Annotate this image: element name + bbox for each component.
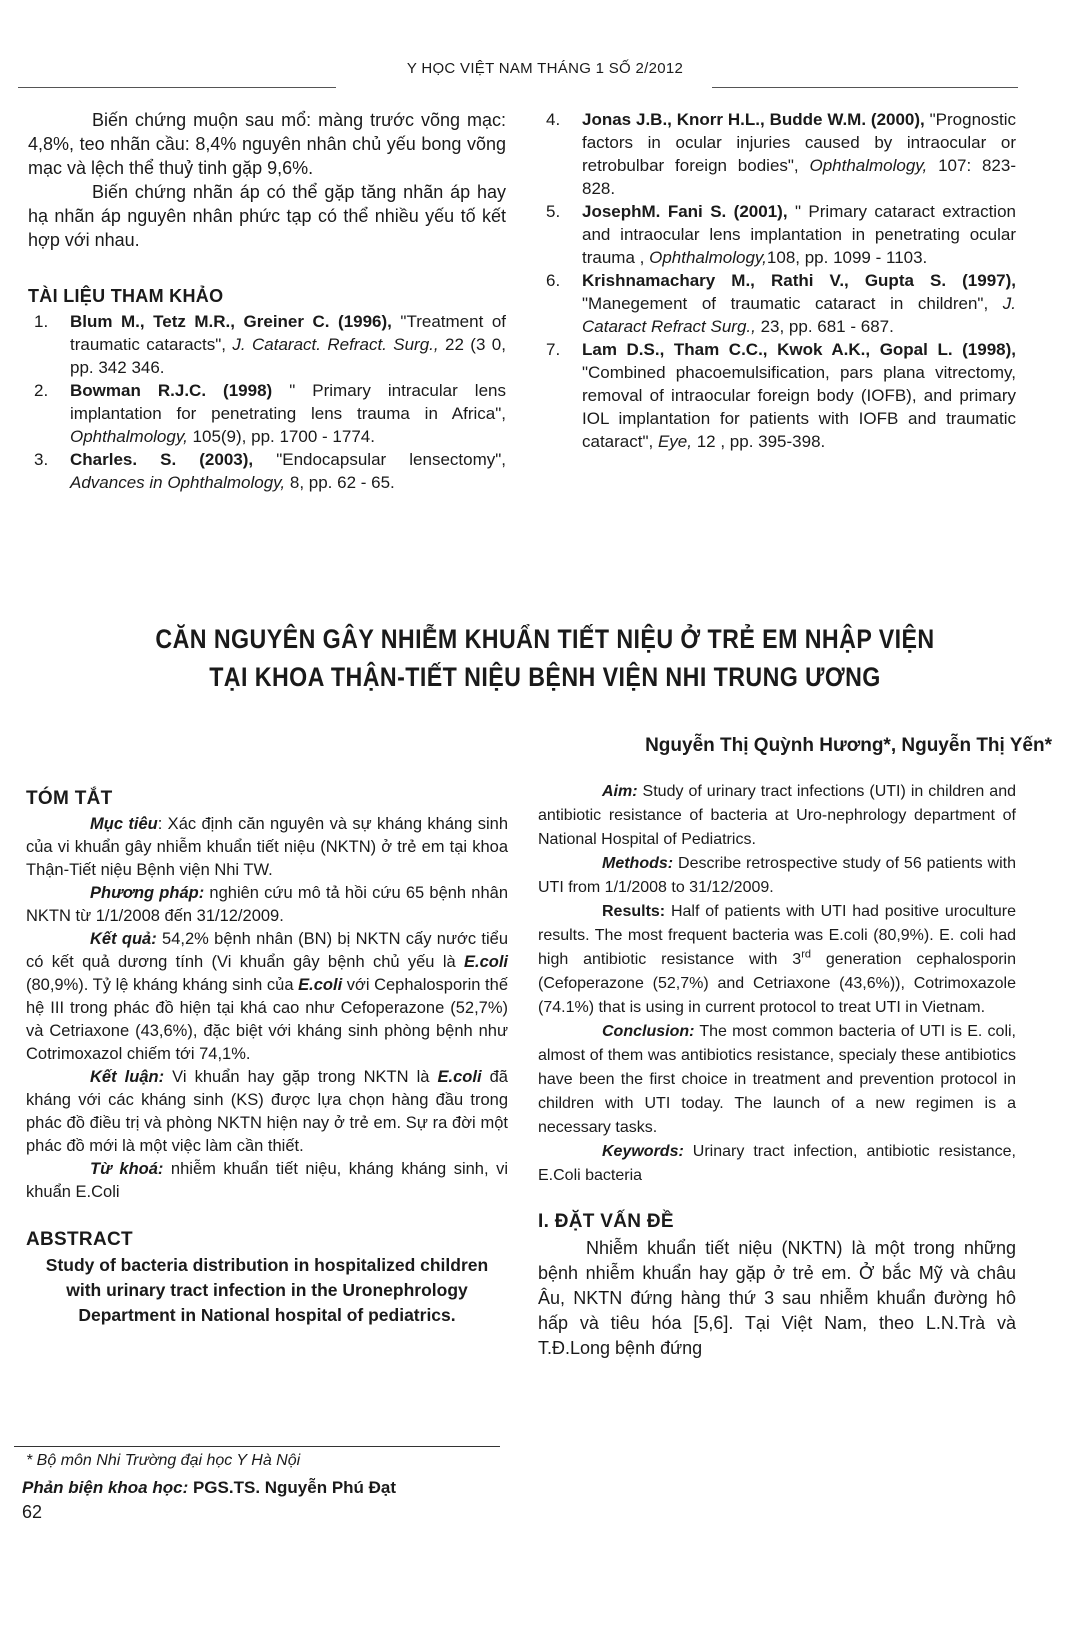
reference-text: Krishnamachary M., Rathi V., Gupta S. (1997), "Manegement of traumatic cataract in children", J. Cataract Refract Surg., 23, pp. 681 - 687. [582, 271, 1016, 336]
reference-item [28, 310, 506, 379]
top-left-column [28, 108, 506, 494]
references-list-left [28, 310, 506, 494]
footnote-reviewer: Phản biện khoa học: PGS.TS. Nguyễn Phú Đạt [22, 1478, 397, 1497]
keywords-label: Từ khoá: [90, 1160, 164, 1178]
aim-label: Aim: [602, 783, 638, 800]
abstract-heading: ABSTRACT [26, 1229, 133, 1250]
footnote-affiliation: * Bộ môn Nhi Trường đại học Y Hà Nội [26, 1452, 301, 1469]
reference-item [28, 448, 506, 494]
abstract-conclusion: Conclusion: The most common bacteria of UTI is E. coli, almost of them was antibiotics resistance, specialy these antibiotics have been the first choice in treatment and prevention protocol in children with UTI today. The launch of a new regimen is a necessary tasks. [538, 1023, 1016, 1136]
conclusion-en-label: Conclusion: [602, 1023, 695, 1040]
summary-keywords: Từ khoá: nhiễm khuẩn tiết niệu, kháng kháng sinh, vi khuẩn E.Coli [26, 1160, 509, 1201]
page-number: 62 [22, 1502, 43, 1522]
reference-number: 1. [34, 312, 49, 331]
methods-label: Methods: [602, 855, 674, 872]
summary-objective: Mục tiêu: Xác định căn nguyên và sự kháng kháng sinh của vi khuẩn gây nhiễm khuẩn tiết niệu (NKTN) ở trẻ em tại khoa Thận-Tiết niệu Bệnh viện Nhi TW. [26, 815, 508, 879]
reference-number: 2. [34, 381, 49, 400]
reference-number: 5. [546, 202, 561, 221]
reference-item [540, 338, 1016, 453]
summary-conclusion: Kết luận: Vi khuẩn hay gặp trong NKTN là E.coli đã kháng với các kháng sinh (KS) được lựa chọn hàng đầu trong phác đồ điều trị và phòng NKTN hiện nay ở trẻ em. Sự ra đời một phác đồ mới là một việc làm cần thiết. [26, 1068, 508, 1155]
pressure-complications-paragraph: Biến chứng nhãn áp có thể gặp tăng nhãn áp hay hạ nhãn áp nguyên nhân phức tạp có thể nhiều yếu tố kết hợp với nhau. [28, 182, 506, 250]
abstract-subtitle: Study of bacteria distribution in hospitalized children with urinary tract infection in the Uronephrology Department in National hospital of pediatrics. [45, 1255, 489, 1325]
method-label: Phương pháp: [90, 884, 205, 902]
reference-item [28, 379, 506, 448]
reference-text: Charles. S. (2003), "Endocapsular lensectomy", Advances in Ophthalmology, 8, pp. 62 - 65. [70, 450, 506, 492]
reference-number: 6. [546, 271, 561, 290]
reference-item [540, 200, 1016, 269]
header-rule-left [18, 87, 336, 88]
reference-text: Lam D.S., Tham C.C., Kwok A.K., Gopal L. (1998), "Combined phacoemulsification, pars plana vitrectomy, removal of intraocular foreign body (IOFB), and primary IOL implantation for patients with IOFB and traumatic cataract", Eye, 12 , pp. 395-398. [582, 340, 1016, 451]
article-authors: Nguyễn Thị Quỳnh Hương*, Nguyễn Thị Yến* [645, 735, 1052, 756]
intro-paragraph: Nhiễm khuẩn tiết niệu (NKTN) là một trong những bệnh nhiễm khuẩn hay gặp ở trẻ em. Ở bắc Mỹ và châu Âu, NKTN đứng hàng thứ 3 sau nhiễm khuẩn đường hô hấp và tiêu hóa [5,6]. Tại Việt Nam, theo L.N.Trà và T.Đ.Long bệnh đứng [538, 1238, 1016, 1358]
abstract-aim: Aim: Study of urinary tract infections (UTI) in children and antibiotic resistance of bacteria at Uro-nephrology department of National Hospital of Pediatrics. [538, 783, 1016, 848]
conclusion-label: Kết luận: [90, 1068, 165, 1086]
reference-text: Blum M., Tetz M.R., Greiner C. (1996), "Treatment of traumatic cataracts", J. Cataract. Refract. Surg., 22 (3 0, pp. 342 346. [70, 312, 506, 377]
reference-number: 7. [546, 340, 561, 359]
keywords-en-label: Keywords: [602, 1143, 684, 1160]
summary-results: Kết quả: 54,2% bệnh nhân (BN) bị NKTN cấy nước tiểu có kết quả dương tính (Vi khuẩn gây bệnh chủ yếu là E.coli (80,9%). Tỷ lệ kháng kháng sinh của E.coli với Cephalosporin thế hệ III trong phác đồ hiện tại khá cao như Cefoperazone (52,7%) và Cetriaxone (43,6%), đặc biệt với kháng sinh phòng bệnh như Cotrimoxazol chiếm tới 74,1%. [26, 930, 508, 1063]
reviewer-label: Phản biện khoa học: [22, 1478, 189, 1497]
abstract-keywords: Keywords: Urinary tract infection, antibiotic resistance, E.Coli bacteria [538, 1143, 1016, 1184]
references-heading: TÀI LIỆU THAM KHẢO [28, 286, 224, 306]
abstract-methods: Methods: Describe retrospective study of 56 patients with UTI from 1/1/2008 to 31/12/2009. [538, 855, 1016, 896]
reference-item [540, 108, 1016, 200]
references-list-right [540, 108, 1016, 453]
header-rule-right [712, 87, 1018, 88]
top-right-column [540, 108, 1016, 453]
article-title-line2: TẠI KHOA THẬN-TIẾT NIỆU BỆNH VIỆN NHI TRUNG ƯƠNG [209, 662, 881, 692]
objective-label: Mục tiêu [90, 815, 158, 833]
reference-item [540, 269, 1016, 338]
article-title-line1: CĂN NGUYÊN GÂY NHIỄM KHUẨN TIẾT NIỆU Ở TRẺ EM NHẬP VIỆN [155, 624, 935, 654]
summary-column [26, 787, 508, 1328]
reference-number: 4. [546, 110, 561, 129]
footnote-rule [14, 1446, 500, 1447]
reference-text: Bowman R.J.C. (1998) " Primary intracular lens implantation for penetrating lens trauma in Africa", Ophthalmology, 105(9), pp. 1700 - 1774. [70, 381, 506, 446]
results-en-label: Results: [602, 903, 666, 920]
results-label: Kết quả: [90, 930, 157, 948]
intro-heading: I. ĐẶT VẤN ĐỀ [538, 1211, 674, 1232]
running-header: Y HỌC VIỆT NAM THÁNG 1 SỐ 2/2012 [406, 60, 684, 77]
abstract-column [538, 780, 1016, 1361]
summary-heading: TÓM TẮT [26, 788, 113, 809]
abstract-results: Results: Half of patients with UTI had positive uroculture results. The most frequent bacteria was E.coli (80,9%). E. coli had high antibiotic resistance with 3rd generation cephalosporin (Cefoperazone (52,7%) and Cetriaxone (43,6%)), Cotrimoxazole (74.1%) that is using in current protocol to treat UTI in Vietnam. [538, 903, 1016, 1016]
reference-text: JosephM. Fani S. (2001), " Primary cataract extraction and intraocular lens implantation in penetrating ocular trauma , Ophthalmology,108, pp. 1099 - 1103. [582, 202, 1016, 267]
reference-number: 3. [34, 450, 49, 469]
late-complications-paragraph: Biến chứng muộn sau mổ: màng trước võng mạc: 4,8%, teo nhãn cầu: 8,4% nguyên nhân chủ yếu bong võng mạc và lệch thể thuỷ tinh gặp 9,6%. [28, 110, 506, 178]
reference-text: Jonas J.B., Knorr H.L., Budde W.M. (2000), "Prognostic factors in ocular injuries caused by intraocular or retrobulbar foreign bodies", Ophthalmology, 107: 823-828. [582, 110, 1017, 198]
summary-method: Phương pháp: nghiên cứu mô tả hồi cứu 65 bệnh nhân NKTN từ 1/1/2008 đến 31/12/2009. [26, 884, 509, 925]
